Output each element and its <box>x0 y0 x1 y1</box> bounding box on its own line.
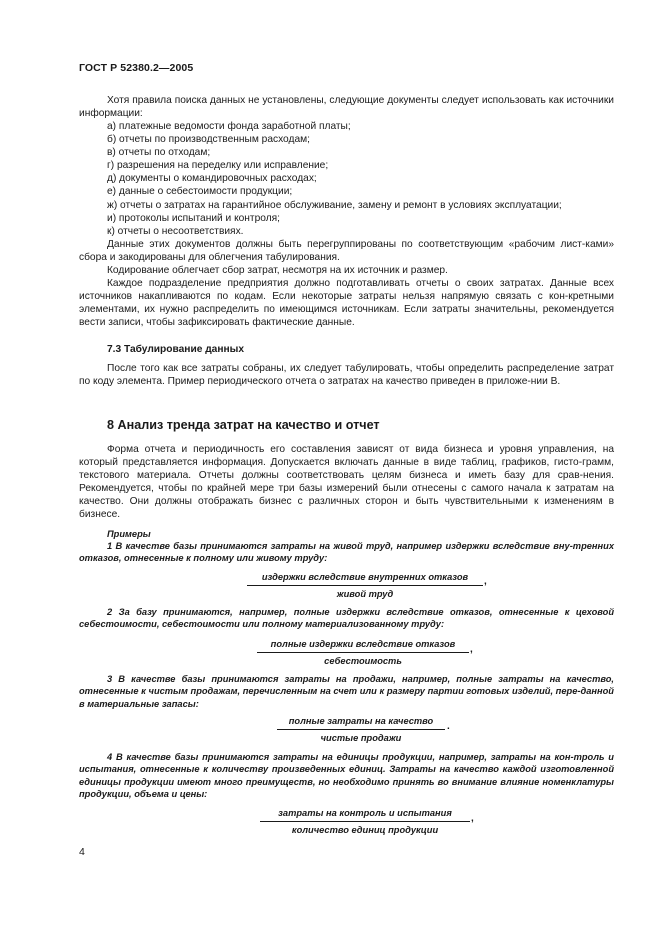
regroup-paragraph <box>79 238 614 264</box>
formula-punct: , <box>484 576 487 587</box>
sources-list <box>107 120 562 238</box>
list-item: ж) отчеты о затратах на гарантийное обслуживание, замену и ремонт в условиях эксплуатации; <box>107 199 562 211</box>
example-3 <box>79 673 614 710</box>
coding-paragraph <box>79 264 614 277</box>
list-item: а) платежные ведомости фонда заработной платы; <box>107 121 351 132</box>
formula-3 <box>277 716 445 743</box>
formula-4 <box>260 808 470 835</box>
list-item: е) данные о себестоимости продукции; <box>107 186 293 198</box>
reports-paragraph <box>79 277 614 329</box>
formula-punct: , <box>470 644 473 655</box>
coding-text: Кодирование облегчает сбор затрат, несмотря на их источник и размер. <box>107 265 448 276</box>
formula-numerator: затраты на контроль и испытания <box>278 808 452 818</box>
formula-denominator: себестоимость <box>324 656 402 666</box>
list-item: в) отчеты по отходам; <box>107 147 211 159</box>
tabulation-paragraph <box>79 362 614 388</box>
list-item: и) протоколы испытаний и контроля; <box>107 212 280 224</box>
examples-title-text: Примеры <box>107 529 151 539</box>
list-item: г) разрешения на переделку или исправление; <box>107 160 329 172</box>
tabulation-text: После того как все затраты собраны, их следует табулировать, чтобы определить распределение затрат по коду элемента. Пример периодического отчета о затратах на качество приведен в приложе-нии В. <box>79 363 614 388</box>
formula-2 <box>257 639 469 666</box>
intro-text: Хотя правила поиска данных не установлены, следующие документы следует использовать как источники информации: <box>79 95 614 120</box>
examples-title <box>79 528 614 540</box>
formula-numerator: полные затраты на качество <box>288 716 434 726</box>
formula-punct: , <box>471 813 474 824</box>
example-text: 4 В качестве базы принимаются затраты на единицы продукции, например, затраты на кон-троль и испытания, отнесенные к количеству произведенных единиц. Затраты на качество каждой изготовленной единицы продукции имеют много преимуществ, но необходимо принять во внимание влияние номенклатуры продукции, объема и цены: <box>79 752 614 800</box>
report-form-paragraph <box>79 443 614 522</box>
page-number: 4 <box>79 846 85 858</box>
regroup-text: Данные этих документов должны быть перегруппированы по соответствующим «рабочим лист-ками» сбора и закодированы для облегчения табулирования. <box>79 239 614 264</box>
example-1 <box>79 540 614 565</box>
document-code-header: ГОСТ Р 52380.2—2005 <box>79 62 194 74</box>
reports-text: Каждое подразделение предприятия должно подготавливать отчеты о своих затратах. Данные всех источников накапливаются по кодам. Если некоторые затраты нельзя напрямую связать с кон-кретными элементами, их нужно распределить по имеющимся источникам. Если затраты значительны, рекомендуется вести записи, чтобы зафиксировать фактические данные. <box>79 278 614 329</box>
formula-denominator: количество единиц продукции <box>291 825 439 835</box>
list-item: д) документы о командировочных расходах; <box>107 173 317 185</box>
example-text: 3 В качестве базы принимаются затраты на продажи, например, полные затраты на качество, отнесенные к чистым продажам, перечисленным на счет или к размеру партии готовых изделий, пере-данной в материальные запасы: <box>79 674 614 709</box>
formula-punct: . <box>447 721 450 732</box>
intro-paragraph <box>79 94 614 120</box>
example-4 <box>79 751 614 801</box>
example-2 <box>79 606 614 631</box>
formula-numerator: полные издержки вследствие отказов <box>270 639 456 649</box>
report-form-text: Форма отчета и периодичность его составления зависят от вида бизнеса и уровня управления, на который представляется информация. Допускается включать данные в виде таблиц, графиков, гисто-грамм, текстового материала. Отчеты должны соответствовать целям бизнеса и иметь базу для срав-нения. Рекомендуется, чтобы по крайней мере три базы измерений были отнесены с самого начала к затратам на качество. Они должны отображать бизнес с различных сторон и быть чувствительными к изменениям в бизнесе. <box>79 444 614 521</box>
list-item: б) отчеты по производственным расходам; <box>107 134 310 146</box>
example-text: 1 В качестве базы принимаются затраты на живой труд, например издержки вследствие вну-тренних отказов, отнесенные к полному или живому труду: <box>79 541 614 564</box>
formula-denominator: живой труд <box>336 589 394 599</box>
formula-denominator: чистые продажи <box>320 733 402 743</box>
formula-numerator: издержки вследствие внутренних отказов <box>261 572 469 582</box>
formula-1 <box>247 572 483 599</box>
list-item: к) отчеты о несоответствиях. <box>107 225 244 237</box>
section-8-heading: 8 Анализ тренда затрат на качество и отчет <box>107 418 380 432</box>
example-text: 2 За базу принимаются, например, полные издержки вследствие отказов, отнесенные к цеховой себестоимости, себестоимости или полному материализованному труду: <box>79 607 614 630</box>
section-7-3-heading: 7.3 Табулирование данных <box>107 344 245 355</box>
